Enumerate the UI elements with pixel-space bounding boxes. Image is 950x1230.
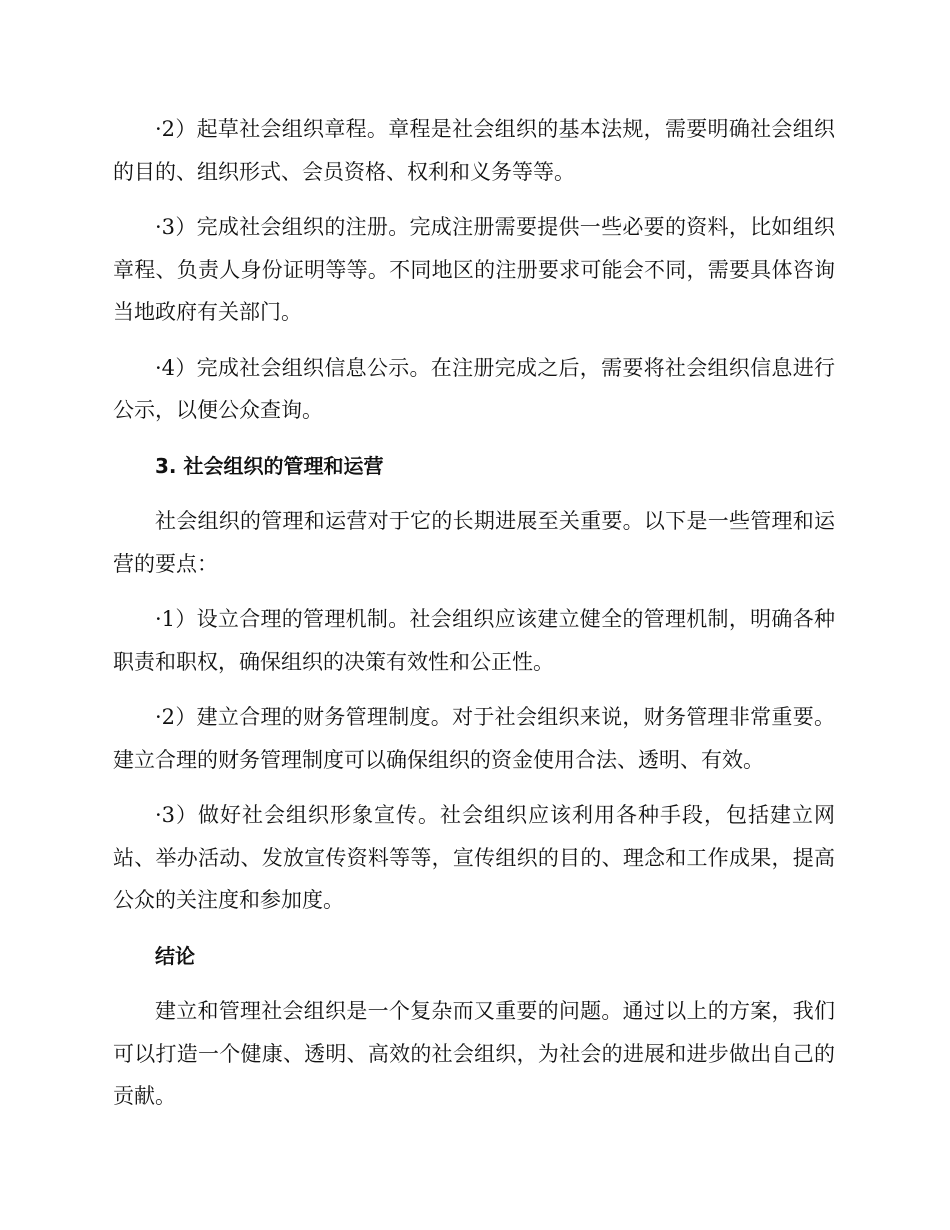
- item-draft-charter: ·2）起草社会组织章程。章程是社会组织的基本法规，需要明确社会组织的目的、组织形式、会员资格、权利和义务等等。: [113, 117, 835, 184]
- conclusion-text: 建立和管理社会组织是一个复杂而又重要的问题。通过以上的方案，我们可以打造一个健康、透明、高效的社会组织，为社会的进展和进步做出自己的贡献。: [113, 999, 835, 1108]
- section-heading-conclusion: 结论: [155, 943, 195, 968]
- section-heading-management: 3. 社会组织的管理和运营: [155, 453, 384, 478]
- intro-management: 社会组织的管理和运营对于它的长期进展至关重要。以下是一些管理和运营的要点：: [113, 509, 835, 576]
- item-complete-registration: ·3）完成社会组织的注册。完成注册需要提供一些必要的资料，比如组织章程、负责人身份证明等等。不同地区的注册要求可能会不同，需要具体咨询当地政府有关部门。: [113, 215, 835, 324]
- item-image-promotion: ·3）做好社会组织形象宣传。社会组织应该利用各种手段，包括建立网站、举办活动、发放宣传资料等等，宣传组织的目的、理念和工作成果，提高公众的关注度和参加度。: [113, 803, 835, 912]
- document-body: [113, 108, 835, 1131]
- item-info-disclosure: ·4）完成社会组织信息公示。在注册完成之后，需要将社会组织信息进行公示，以便公众查询。: [113, 355, 835, 422]
- item-management-mechanism: ·1）设立合理的管理机制。社会组织应该建立健全的管理机制，明确各种职责和职权，确保组织的决策有效性和公正性。: [113, 607, 835, 674]
- item-finance-system: ·2）建立合理的财务管理制度。对于社会组织来说，财务管理非常重要。建立合理的财务管理制度可以确保组织的资金使用合法、透明、有效。: [113, 705, 835, 772]
